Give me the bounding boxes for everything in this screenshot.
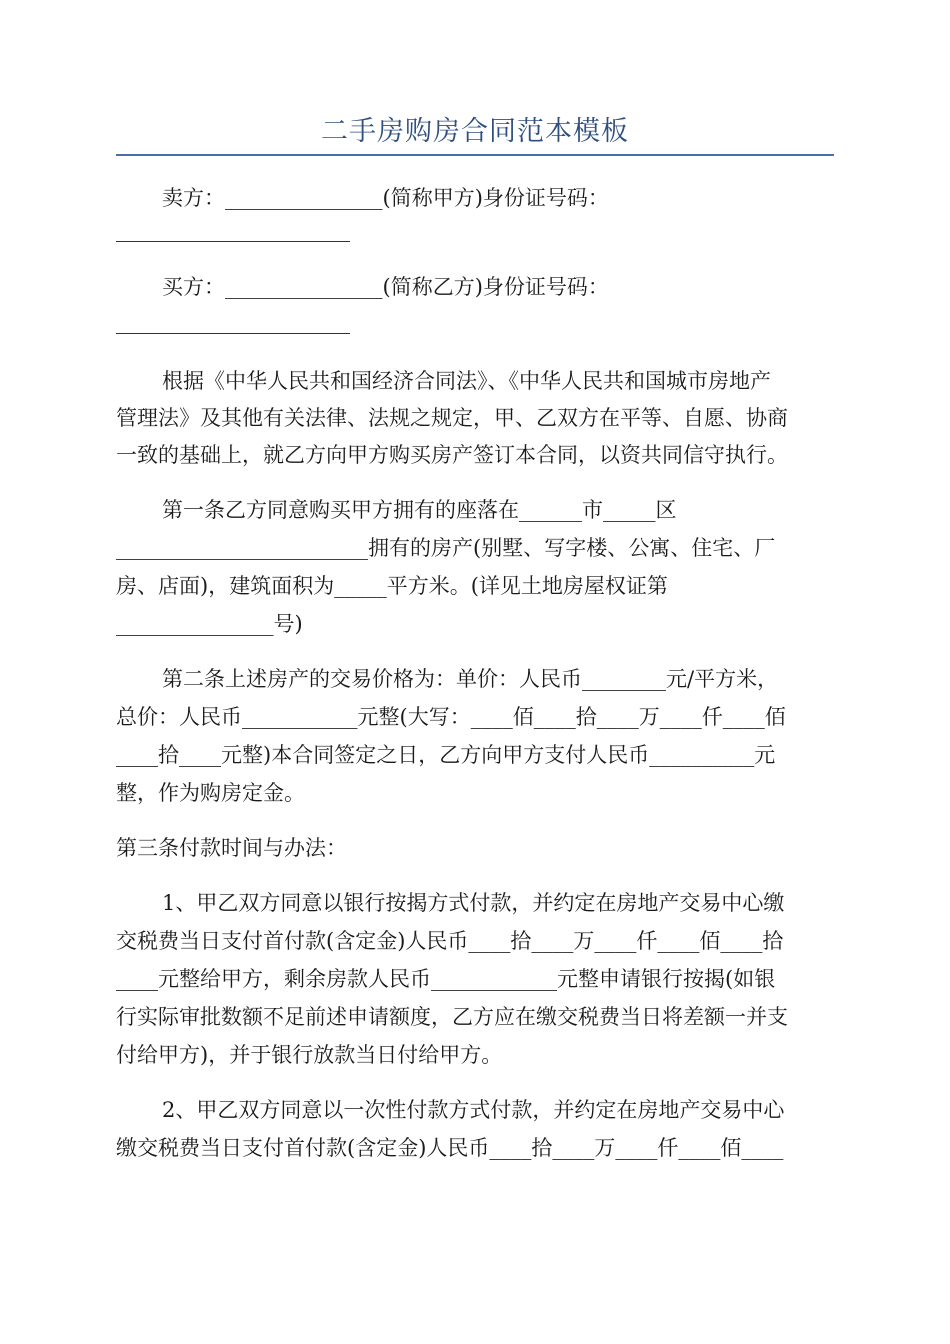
article3-heading: 第三条付款时间与办法： (116, 836, 347, 860)
preamble-line-3: 一致的基础上，就乙方向甲方购买房产签订本合同，以资共同信守执行。 (116, 443, 788, 467)
article1-line-1: 第一条乙方同意购买甲方拥有的座落在______市_____区 (162, 498, 677, 522)
preamble-line-2: 管理法》及其他有关法律、法规之规定，甲、乙双方在平等、自愿、协商 (116, 406, 788, 430)
seller-line: 卖方：_______________(简称甲方)身份证号码： (162, 186, 609, 210)
title-underline (116, 154, 834, 156)
document-title: 二手房购房合同范本模板 (321, 116, 629, 147)
article2-line-4: 整，作为购房定金。 (116, 781, 305, 805)
seller-id-blank (116, 241, 350, 242)
clause2-line-1: 2、甲乙双方同意以一次性付款方式付款，并约定在房地产交易中心 (162, 1098, 785, 1122)
article1-line-3: 房、店面)，建筑面积为_____平方米。(详见土地房屋权证第 (116, 574, 668, 598)
clause1-line-2: 交税费当日支付首付款(含定金)人民币____拾____万____仟____佰____拾 (116, 929, 784, 953)
article2-line-3: ____拾____元整)本合同签定之日，乙方向甲方支付人民币__________元 (116, 743, 776, 767)
article1-line-2: ________________________拥有的房产(别墅、写字楼、公寓、住宅、厂 (116, 536, 776, 560)
clause1-line-1: 1、甲乙双方同意以银行按揭方式付款，并约定在房地产交易中心缴 (162, 891, 785, 915)
article2-line-2: 总价：人民币___________元整(大写：____佰____拾____万____仟____佰 (116, 705, 786, 729)
clause1-line-3: ____元整给甲方，剩余房款人民币____________元整申请银行按揭(如银 (116, 967, 776, 991)
article1-line-4: _______________号) (116, 612, 303, 636)
buyer-line: 买方：_______________(简称乙方)身份证号码： (162, 275, 609, 299)
preamble-line-1: 根据《中华人民共和国经济合同法》、《中华人民共和国城市房地产 (162, 369, 771, 393)
article2-line-1: 第二条上述房产的交易价格为：单价：人民币________元/平方米， (162, 667, 779, 691)
clause1-line-5: 付给甲方)，并于银行放款当日付给甲方。 (116, 1043, 503, 1067)
clause1-line-4: 行实际审批数额不足前述申请额度，乙方应在缴交税费当日将差额一并支 (116, 1005, 788, 1029)
clause2-line-2: 缴交税费当日支付首付款(含定金)人民币____拾____万____仟____佰____ (116, 1136, 784, 1160)
buyer-id-blank (116, 333, 350, 334)
